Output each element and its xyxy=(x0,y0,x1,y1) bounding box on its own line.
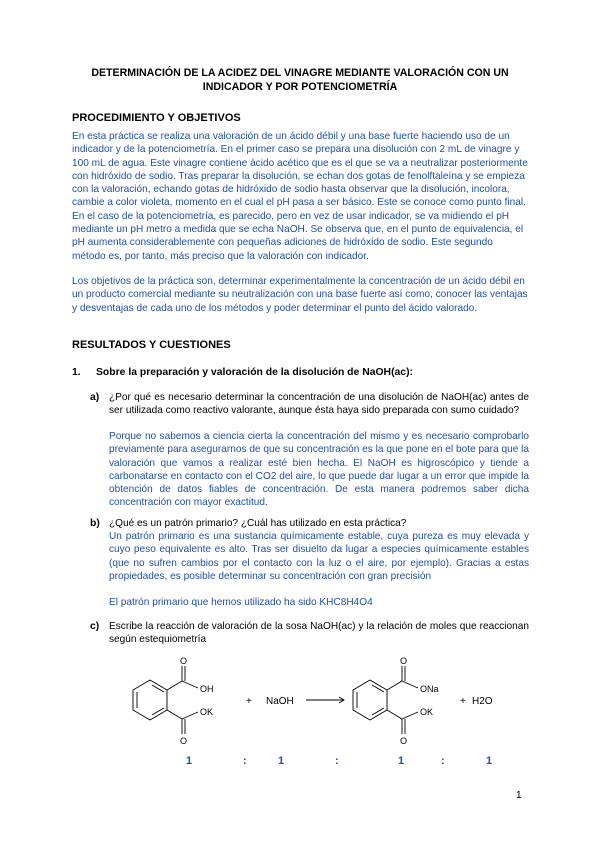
product-ok: OK xyxy=(420,707,434,717)
reactant-o-bottom: O xyxy=(180,736,188,746)
reactant-naoh: NaOH xyxy=(266,696,294,707)
subsection-heading xyxy=(72,366,413,379)
reactant-ok: OK xyxy=(200,707,214,717)
answer-a-text: Porque no sabemos a ciencia cierta la concentración del mismo y es necesario comprobarlo previamente para asegurarnos de que su concentración es la que pone en el bote para que la valoración que vamos a realizar esté bien hecha. El NaOH es higroscópico y tiende a carbonatarse en contacto con el CO2 del aire, lo que puede dar lugar a un error que impide la obtención de datos fiables de concentración. De esta manera podremos saber dicha concentración con mayor exactitud. xyxy=(109,431,529,509)
product-structure xyxy=(353,666,418,734)
section-heading-resultados: RESULTADOS Y CUESTIONES xyxy=(72,339,231,351)
ratio-3: 1 xyxy=(398,755,405,767)
reaction-arrow xyxy=(306,697,344,703)
plus-sign-1: + xyxy=(246,696,252,707)
paragraph-objetivos: Los objetivos de la práctica son, determinar experimentalmente la concentración de un ácido débil en un producto comercial mediante su neutralización con una base fuerte así como, conocer las ventajas y desventajas de cada uno de los métodos y poder determinar el punto del ácido valorado. xyxy=(72,276,528,314)
paragraph-procedimiento: En esta práctica se realiza una valoración de un ácido débil y una base fuerte haciendo uso de un indicador y de la potenciometría. En el primer caso se prepara una disolución con 2 mL de vinagre y 100 mL de agua. Este vinagre contiene ácido acético que es el que se va a neutralizar posteriormente con hidróxido de sodio. Tras preparar la disolución, se echan dos gotas de fenolftaleína y se empieza con la valoración, echando gotas de hidróxido de sodio hasta observar que la disolución, incolora, cambie a color violeta, momento en el cual el pH pasa a ser básico. Este se conoce como punto final. En el caso de la potenciometría, es parecido, pero en vez de usar indicador, se va midiendo el pH mediante un pH metro a medida que se echa NaOH. Se observa que, en el punto de equivalencia, el pH aumenta considerablemente con pequeñas adiciones de hidróxido de sodio. Este segundo método es, por tanto, más preciso que la valoración con indicador. xyxy=(72,131,528,262)
subsection-number: 1. xyxy=(72,367,81,378)
reactant-oh: OH xyxy=(200,684,214,694)
section-heading-procedimiento: PROCEDIMIENTO Y OBJETIVOS xyxy=(72,112,241,124)
product-water: H2O xyxy=(472,696,493,707)
question-a-label: a) xyxy=(90,392,100,403)
document-title: DETERMINACIÓN DE LA ACIDEZ DEL VINAGRE MEDIANTE VALORACIÓN CON UN INDICADOR Y POR POTENCIOMETRÍA xyxy=(91,67,509,93)
product-o-top: O xyxy=(400,656,408,666)
ratio-sep-3: : xyxy=(441,755,445,767)
product-o-bottom: O xyxy=(400,736,408,746)
ratio-sep-1: : xyxy=(243,755,247,767)
plus-sign-2: + xyxy=(460,696,466,707)
ratio-4: 1 xyxy=(486,755,493,767)
answer-b-text: Un patrón primario es una sustancia químicamente estable, cuya pureza es muy elevada y cuyo peso equivalente es alto. Tras ser disuelto da lugar a especies químicamente estables (que no sufren cambios por el contacto con la luz o el aire, por ejemplo). Gracias a estas propiedades, es posible determinar su concentración con gran precisión xyxy=(109,531,529,582)
question-b-text: ¿Qué es un patrón primario? ¿Cuál has utilizado en esta práctica? xyxy=(109,518,407,529)
product-ona: ONa xyxy=(420,684,439,694)
ratio-2: 1 xyxy=(278,755,285,767)
reaction-scheme xyxy=(120,652,520,752)
subsection-title: Sobre la preparación y valoración de la disolución de NaOH(ac): xyxy=(96,367,414,378)
answer-b-text-2: El patrón primario que hemos utilizado ha sido KHC8H4O4 xyxy=(109,597,373,608)
ratio-sep-2: : xyxy=(335,755,339,767)
question-b-label: b) xyxy=(90,518,100,529)
ratio-1: 1 xyxy=(186,755,193,767)
question-c-text: Escribe la reacción de valoración de la sosa NaOH(ac) y la relación de moles que reaccionan según estequiometría xyxy=(109,621,529,646)
page-number: 1 xyxy=(516,790,522,801)
reactant-o-top: O xyxy=(180,656,188,666)
question-a-text: ¿Por qué es necesario determinar la concentración de una disolución de NaOH(ac) antes de ser utilizada como reactivo valorante, aunque ésta haya sido preparada con sumo cuidado? xyxy=(109,392,529,417)
question-c-label: c) xyxy=(90,621,100,632)
reactant-khp-structure xyxy=(133,666,198,734)
